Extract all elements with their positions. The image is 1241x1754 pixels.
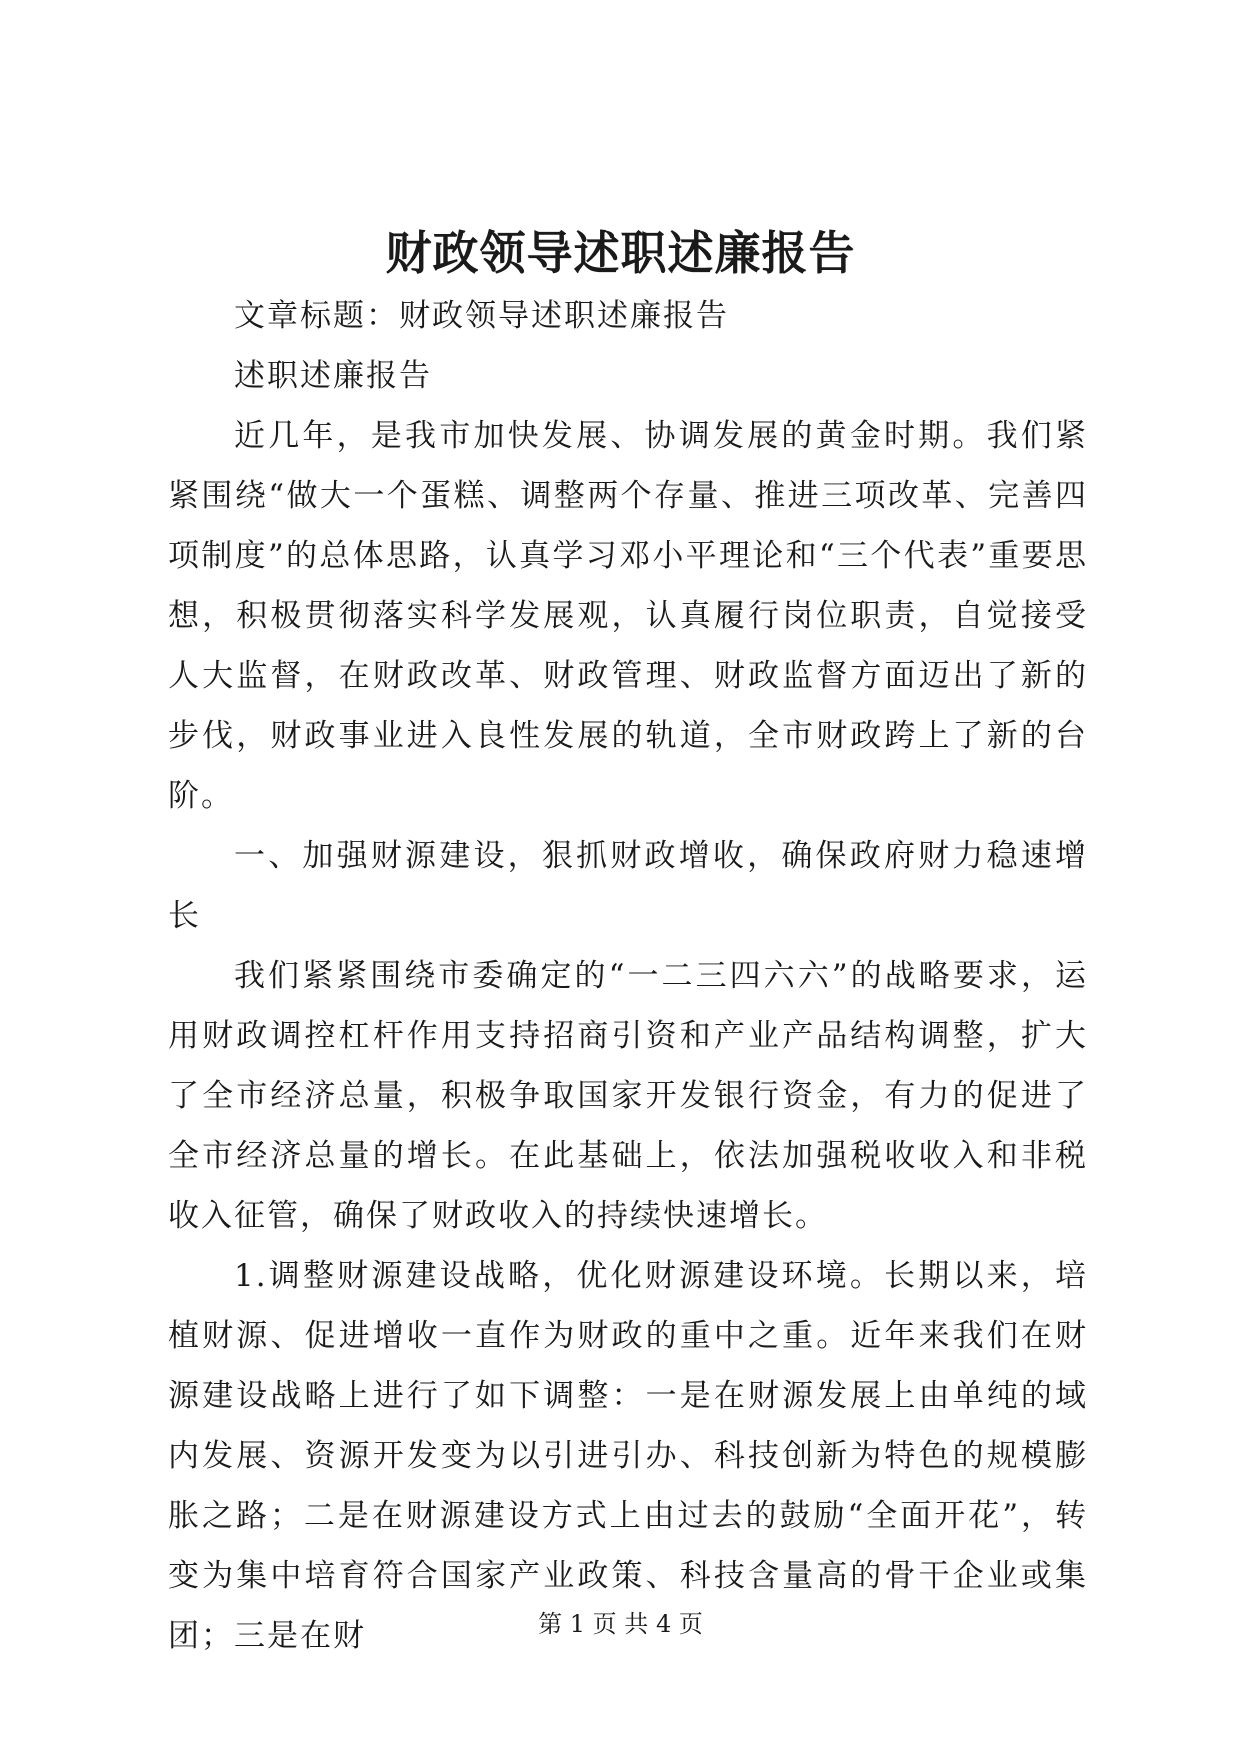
document-title: 财政领导述职述廉报告 bbox=[385, 226, 856, 280]
paragraph-item-1: 1.调整财源建设战略，优化财源建设环境。长期以来，培植财源、促进增收一直作为财政的重中之重。近年来我们在财源建设战略上进行了如下调整：一是在财源发展上由单纯的域内发展、资源开发变为以引进引办、科技创新为特色的规模膨胀之路；二是在财源建设方式上由过去的鼓励“全面开花”，转变为集中培育符合国家产业政策、科技含量高的骨干企业或集团；三是在财 bbox=[168, 1258, 1088, 1654]
page-footer: 第 1 页 共 4 页 bbox=[538, 1610, 703, 1638]
section-heading-1: 一、加强财源建设，狠抓财政增收，确保政府财力稳速增长 bbox=[168, 838, 1088, 934]
paragraph-intro: 近几年，是我市加快发展、协调发展的黄金时期。我们紧紧围绕“做大一个蛋糕、调整两个存量、推进三项改革、完善四项制度”的总体思路，认真学习邓小平理论和“三个代表”重要思想，积极贯彻落实科学发展观，认真履行岗位职责，自觉接受人大监督，在财政改革、财政管理、财政监督方面迈出了新的步伐，财政事业进入良性发展的轨道，全市财政跨上了新的台阶。 bbox=[168, 418, 1088, 814]
document-body bbox=[168, 286, 1088, 1666]
article-title-line: 文章标题：财政领导述职述廉报告 bbox=[234, 298, 729, 334]
report-subtitle: 述职述廉报告 bbox=[234, 358, 432, 394]
paragraph-section-1: 我们紧紧围绕市委确定的“一二三四六六”的战略要求，运用财政调控杠杆作用支持招商引资和产业产品结构调整，扩大了全市经济总量，积极争取国家开发银行资金，有力的促进了全市经济总量的增长。在此基础上，依法加强税收收入和非税收入征管，确保了财政收入的持续快速增长。 bbox=[168, 958, 1088, 1234]
